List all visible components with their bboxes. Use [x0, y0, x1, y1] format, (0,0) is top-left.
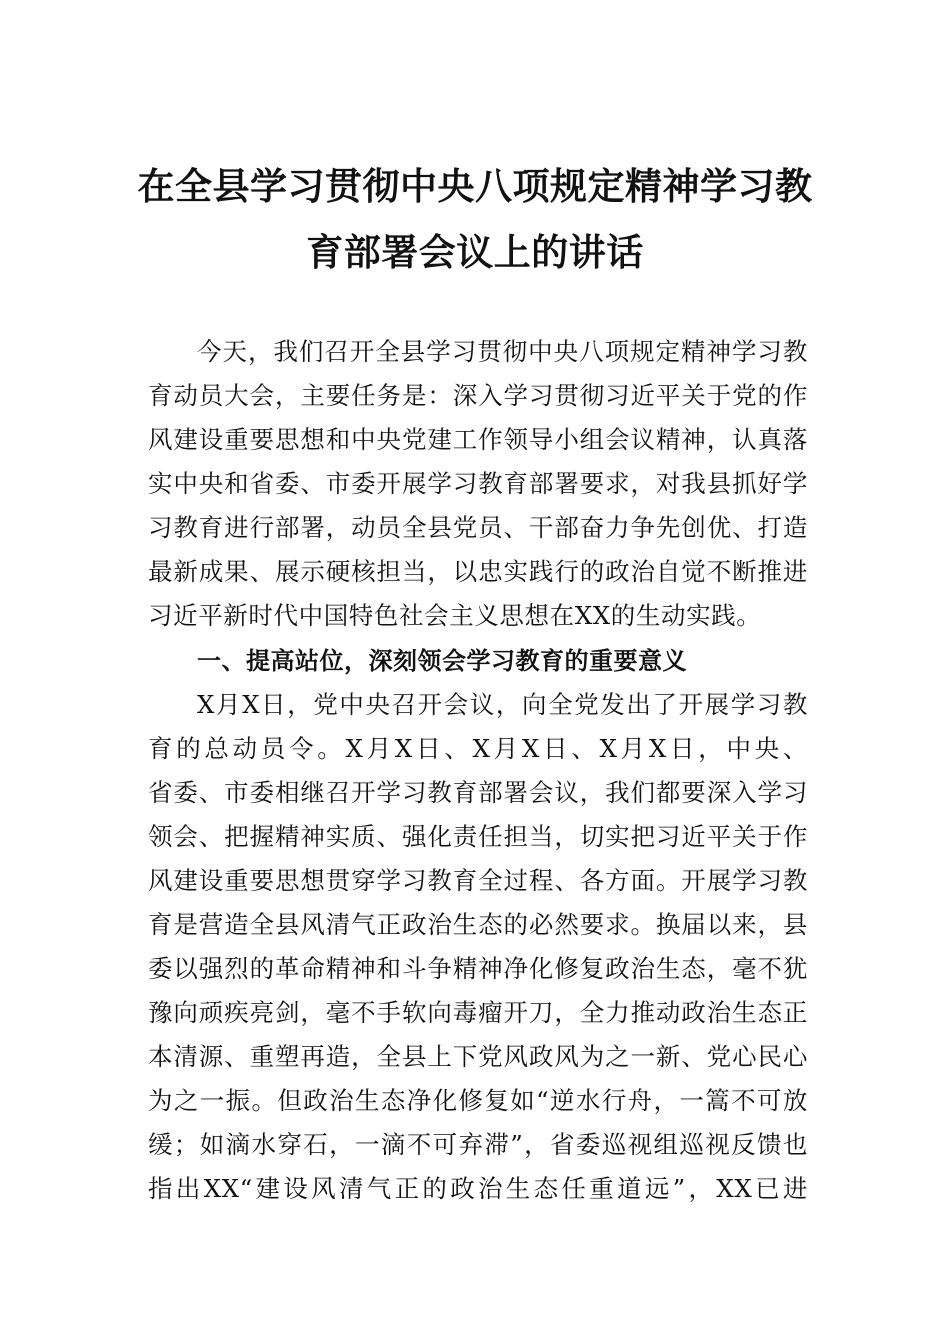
paragraph-1-line: 实中央和省委、市委开展学习教育部署要求，对我县抓好学 — [148, 469, 808, 498]
paragraph-2-line: 育的总动员令。X月X日、X月X日、X月X日，中央、 — [148, 734, 808, 763]
paragraph-2-line: 育是营造全县风清气正政治生态的必然要求。换届以来，县 — [148, 910, 808, 939]
paragraph-2-line: 为之一振。但政治生态净化修复如“逆水行舟，一篙不可放 — [148, 1086, 808, 1115]
paragraph-1-line: 风建设重要思想和中央党建工作领导小组会议精神，认真落 — [148, 425, 808, 454]
document-title-line-2: 育部署会议上的讲话 — [306, 231, 644, 274]
paragraph-2-line: X月X日，党中央召开会议，向全党发出了开展学习教 — [197, 690, 808, 719]
paragraph-2-line: 省委、市委相继召开学习教育部署会议，我们都要深入学习 — [148, 778, 808, 807]
paragraph-2-line: 本清源、重塑再造，全县上下党风政风为之一新、党心民心 — [148, 1042, 808, 1071]
paragraph-1-line: 习教育进行部署，动员全县党员、干部奋力争先创优、打造 — [148, 513, 808, 542]
paragraph-1 — [148, 330, 808, 638]
paragraph-2-line: 风建设重要思想贯穿学习教育全过程、各方面。开展学习教 — [148, 866, 808, 895]
paragraph-1-line: 最新成果、展示硬核担当，以忠实践行的政治自觉不断推进 — [148, 557, 808, 586]
paragraph-2-line: 缓；如滴水穿石，一滴不可弃滞”，省委巡视组巡视反馈也 — [148, 1130, 808, 1159]
paragraph-2-line: 领会、把握精神实质、强化责任担当，切实把习近平关于作 — [148, 822, 808, 851]
paragraph-1-line: 育动员大会，主要任务是：深入学习贯彻习近平关于党的作 — [148, 381, 808, 410]
paragraph-2-line: 豫向顽疾亮剑，毫不手软向毒瘤开刀，全力推动政治生态正 — [148, 998, 808, 1027]
paragraph-2 — [148, 683, 808, 1211]
paragraph-2-line: 委以强烈的革命精神和斗争精神净化修复政治生态，毫不犹 — [148, 954, 808, 983]
paragraph-1-line: 习近平新时代中国特色社会主义思想在XX的生动实践。 — [148, 601, 762, 630]
section-1-heading: 一、提高站位，深刻领会学习教育的重要意义 — [197, 647, 687, 675]
document-title-line-1: 在全县学习贯彻中央八项规定精神学习教 — [137, 165, 813, 208]
paragraph-1-line: 今天，我们召开全县学习贯彻中央八项规定精神学习教 — [197, 337, 808, 366]
paragraph-2-line: 指出XX“建设风清气正的政治生态任重道远”，XX已进 — [148, 1174, 808, 1203]
